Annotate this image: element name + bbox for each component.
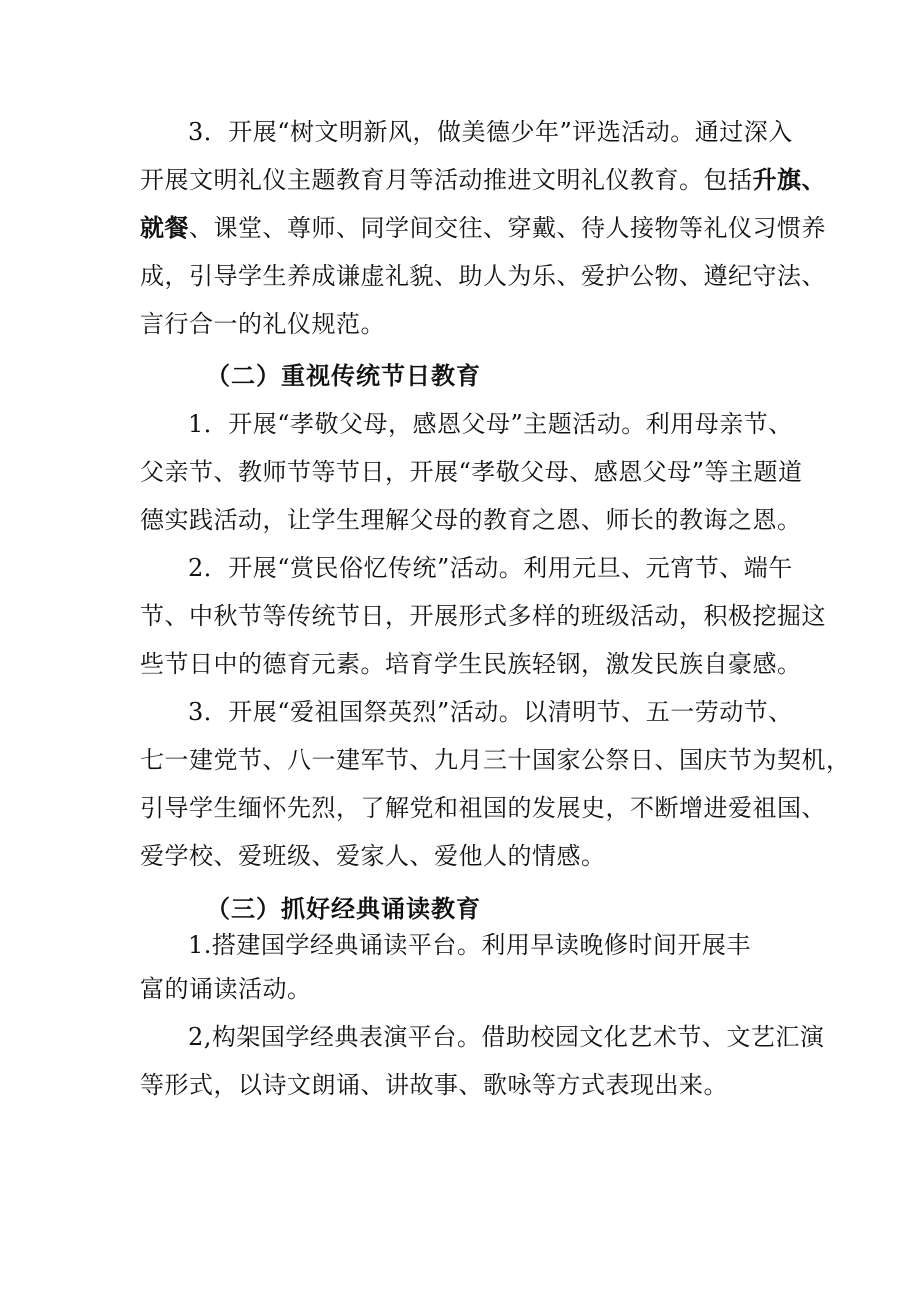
paragraph-line: 节、中秋节等传统节日，开展形式多样的班级活动，积极挖掘这 [140,602,826,630]
paragraph-line: 3．开展“爱祖国祭英烈”活动。以清明节、五一劳动节、 [188,698,793,726]
section-heading: （二）重视传统节日教育 [206,361,481,390]
paragraph-line: 七一建党节、八一建军节、九月三十国家公祭日、国庆节为契机， [140,746,851,774]
paragraph-line: 1．开展“孝敬父母，感恩父母”主题活动。利用母亲节、 [188,410,793,438]
paragraph-line: 3．开展“树文明新风，做美德少年”评选活动。通过深入 [188,118,793,146]
paragraph-line: 父亲节、教师节等节日，开展“孝敬父母、感恩父母”等主题道 [140,458,803,486]
paragraph-line: 等形式，以诗文朗诵、讲故事、歌咏等方式表现出来。 [140,1071,728,1099]
bold-text-run: 升旗、 [752,165,826,194]
paragraph-line: 成，引导学生养成谦虚礼貌、助人为乐、爱护公物、遵纪守法、 [140,262,826,290]
paragraph-line: 爱学校、爱班级、爱家人、爱他人的情感。 [140,842,606,870]
paragraph-line: 引导学生缅怀先烈，了解党和祖国的发展史，不断增进爱祖国、 [140,794,826,822]
paragraph-line: 德实践活动，让学生理解父母的教育之恩、师长的教诲之恩。 [140,506,802,534]
paragraph-line: 1.搭建国学经典诵读平台。利用早读晚修时间开展丰 [188,931,751,959]
text-run: 开展文明礼仪主题教育月等活动推进文明礼仪教育。包括 [140,166,753,194]
paragraph-line: 言行合一的礼仪规范。 [140,310,385,338]
paragraph-line: 富的诵读活动。 [140,975,312,1003]
bold-text-run: 就餐 [140,213,189,242]
paragraph-line: 些节日中的德育元素。培育学生民族轻钢，激发民族自豪感。 [140,650,802,678]
paragraph-line: 2,构架国学经典表演平台。借助校园文化艺术节、文艺汇演 [188,1023,825,1051]
section-heading: （三）抓好经典诵读教育 [206,894,481,923]
paragraph-line [140,164,826,196]
paragraph-line [140,212,826,244]
paragraph-line: 2．开展“赏民俗忆传统”活动。利用元旦、元宵节、端午 [188,554,793,582]
text-run: 、课堂、尊师、同学间交往、穿戴、待人接物等礼仪习惯养 [189,214,826,242]
